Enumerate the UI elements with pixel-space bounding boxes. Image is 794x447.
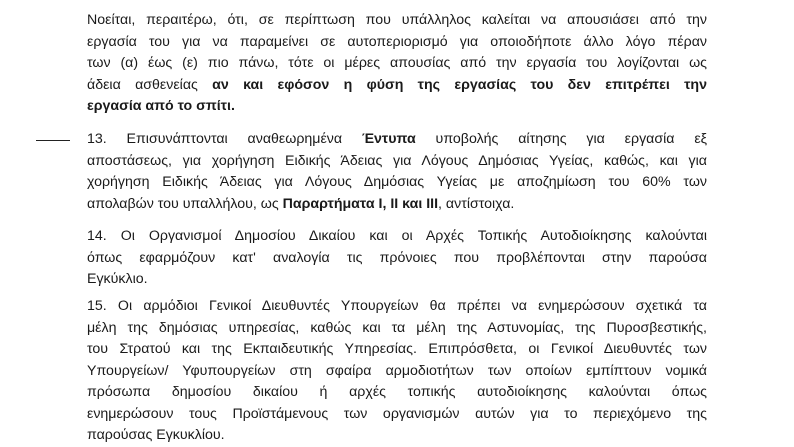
line-text: απολαβών του υπαλλήλου, ως [87,195,283,212]
paragraph-line: ενημερώσουν τους Προϊστάμενους των οργανισμών αυτών για το περιεχόμενο της [87,405,707,422]
paragraph-line: Εγκύκλιο. [87,271,148,287]
line-text: άδεια ασθενείας [87,76,213,93]
paragraph-line: αποστάσεως, για χορήγηση Ειδικής Άδειας για Λόγους Δημόσιας Υγείας, καθώς, και για [87,152,707,169]
paragraph-line: πρόσωπα δημοσίου δικαίου ή αρχές τοπικής αυτοδιοίκησης καλούνται όπως [87,384,707,400]
paragraph-line: εργασία του για να παραμείνει σε αυτοπεριορισμό για οποιοδήποτε άλλο λόγο πέραν [87,33,707,50]
bold-text: Παραρτήματα I, II και III [282,195,439,212]
paragraph-line [87,75,707,97]
paragraph-note [87,10,707,118]
paragraph-line: χορήγηση Ειδικής Άδειας για Λόγους Δημόσιας Υγείας με αποζημίωση του 60% των [87,174,707,190]
paragraph-line: Υπουργείων/ Υφυπουργείων στη σφαίρα αρμοδιοτήτων των οποίων εμπίπτουν νομικά [87,362,707,379]
bold-text: αν και εφόσον η φύση της εργασίας του δεν επιτρέπει την [212,76,707,93]
paragraph-line: 14. Οι Οργανισμοί Δημοσίου Δικαίου και οι Αρχές Τοπικής Αυτοδιοίκησης καλούνται [87,228,707,244]
line-text: , αντίστοιχα. [438,195,515,212]
paragraph-15 [87,296,707,447]
paragraph-line: μέλη της δημόσιας υπηρεσίας, καθώς και τα μέλη της Αστυνομίας, της Πυροσβεστικής, [87,319,707,336]
line-text: 13. Επισυνάπτονται αναθεωρημένα [87,131,362,147]
bold-text: Έντυπα [361,131,416,147]
paragraph-line: όπως εφαρμόζουν κατ' αναλογία τις πρόνοιες που προβλέπονται στην παρούσα [87,249,707,266]
paragraph-14 [87,226,707,291]
paragraph-line [87,129,707,151]
paragraph-line: των (α) έως (ε) πιο πάνω, τότε οι μέρες απουσίας από την εργασία του λογίζονται ως [87,55,707,71]
paragraph-13 [87,129,707,215]
paragraph-line [87,194,707,216]
margin-dash-mark [36,140,70,141]
paragraph-line: 15. Οι αρμόδιοι Γενικοί Διευθυντές Υπουργείων θα πρέπει να ενημερώσουν σχετικά τα [87,298,707,314]
line-text: υποβολής αίτησης για εργασία εξ [415,131,707,147]
paragraph-line-bold: εργασία από το σπίτι. [87,98,235,114]
paragraph-line: παρούσας Εγκυκλίου. [87,427,225,443]
paragraph-line: του Στρατού και της Εκπαιδευτικής Υπηρεσίας. Επιπρόσθετα, οι Γενικοί Διευθυντές των [87,341,707,357]
paragraph-line: Νοείται, περαιτέρω, ότι, σε περίπτωση που υπάλληλος καλείται να απουσιάσει από την [87,12,707,28]
